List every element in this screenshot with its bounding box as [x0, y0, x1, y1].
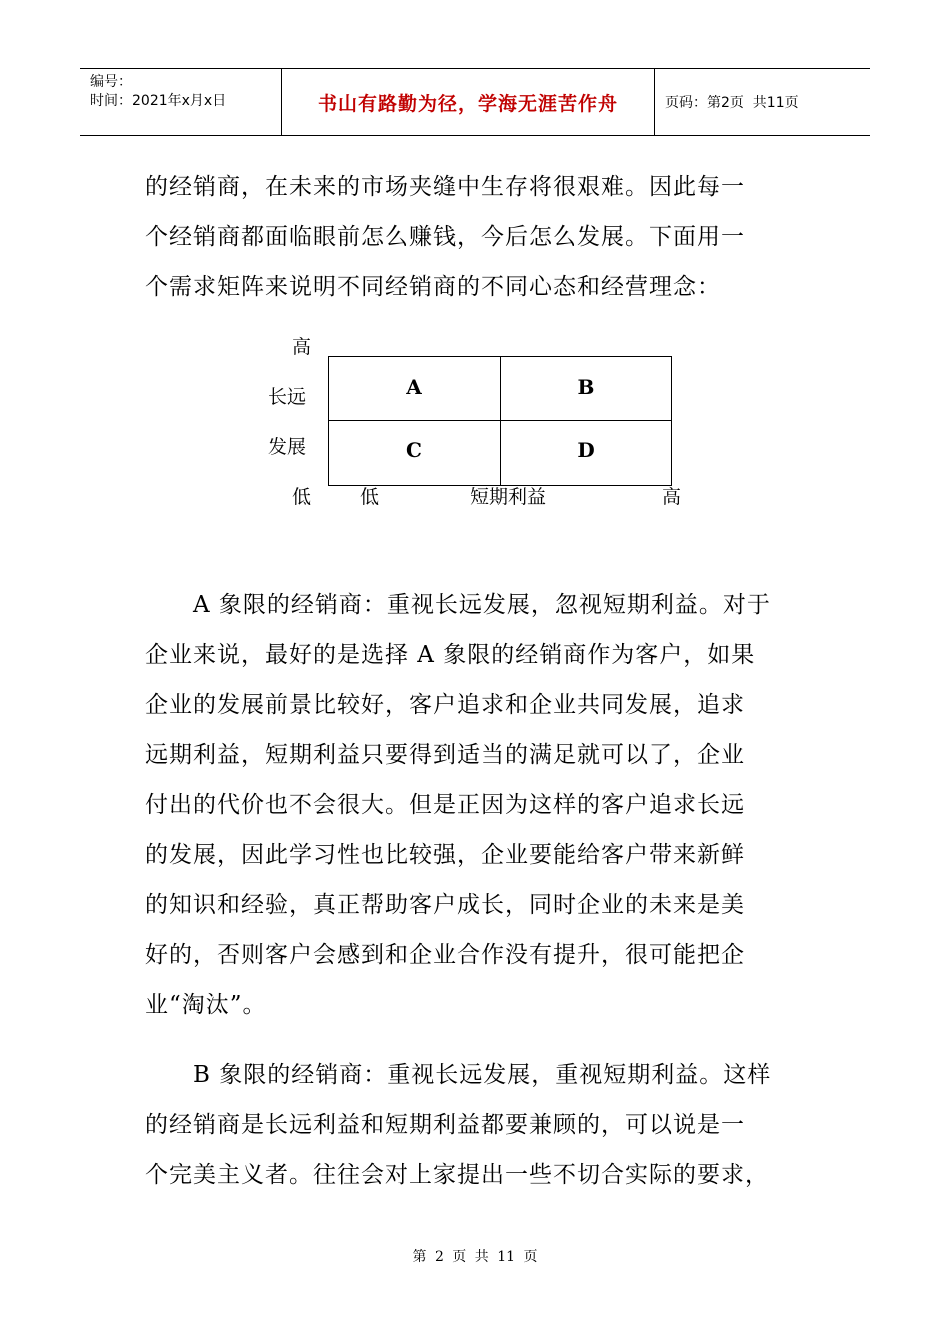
text-line: A 象限的经销商：重视长远发展，忽视短期利益。对于 — [193, 592, 771, 618]
quadrant-a: A — [406, 375, 422, 399]
matrix-grid — [328, 356, 672, 486]
y-axis-label-development: 发展 — [268, 436, 307, 458]
y-axis-label-long-term: 长远 — [268, 386, 307, 408]
text-line: 业“淘汰”。 — [145, 992, 267, 1018]
quadrant-d: D — [577, 438, 595, 462]
grid-divider-horizontal — [329, 420, 671, 421]
header-meta-cell — [80, 69, 282, 135]
text-line: 远期利益，短期利益只要得到适当的满足就可以了，企业 — [145, 742, 745, 768]
text-line: 企业的发展前景比较好，客户追求和企业共同发展，追求 — [145, 692, 745, 718]
x-axis-high-label: 高 — [662, 486, 682, 508]
paragraph-quadrant-b — [145, 1050, 810, 1200]
page-footer: 第 2 页 共 11 页 — [412, 1249, 538, 1265]
y-axis-high-label: 高 — [292, 336, 312, 358]
intro-paragraph — [145, 162, 810, 312]
text-line: 的发展，因此学习性也比较强，企业要能给客户带来新鲜 — [145, 842, 745, 868]
text-line: 的经销商是长远利益和短期利益都要兼顾的，可以说是一 — [145, 1112, 745, 1138]
paragraph-quadrant-a — [145, 580, 810, 1030]
text-line: 好的，否则客户会感到和企业合作没有提升，很可能把企 — [145, 942, 745, 968]
quadrant-c: C — [406, 438, 422, 462]
text-line: 个需求矩阵来说明不同经销商的不同心态和经营理念： — [145, 274, 721, 300]
text-line: 付出的代价也不会很大。但是正因为这样的客户追求长远 — [145, 792, 745, 818]
y-axis-low-label: 低 — [292, 486, 312, 508]
quadrant-b: B — [577, 375, 595, 399]
grid-divider-vertical — [500, 357, 501, 485]
page-info: 页码：第2页 共11页 — [665, 95, 799, 111]
demand-matrix-diagram — [264, 330, 704, 510]
text-line: B 象限的经销商：重视长远发展，重视短期利益。这样 — [193, 1062, 772, 1088]
text-line: 企业来说，最好的是选择 A 象限的经销商作为客户，如果 — [145, 642, 756, 668]
x-axis-low-label: 低 — [360, 486, 380, 508]
text-line: 的知识和经验，真正帮助客户成长，同时企业的未来是美 — [145, 892, 745, 918]
text-line: 个完美主义者。往往会对上家提出一些不切合实际的要求， — [145, 1162, 769, 1188]
text-line: 的经销商，在未来的市场夹缝中生存将很艰难。因此每一 — [145, 174, 745, 200]
date-label: 时间：2021年x月x日 — [90, 93, 227, 109]
serial-number-label: 编号： — [90, 74, 132, 90]
header-page-info-cell — [655, 69, 870, 135]
text-line: 个经销商都面临眼前怎么赚钱，今后怎么发展。下面用一 — [145, 224, 745, 250]
header-motto: 书山有路勤为径，学海无涯苦作舟 — [282, 69, 655, 135]
x-axis-label: 短期利益 — [470, 486, 547, 508]
document-header — [80, 68, 870, 136]
